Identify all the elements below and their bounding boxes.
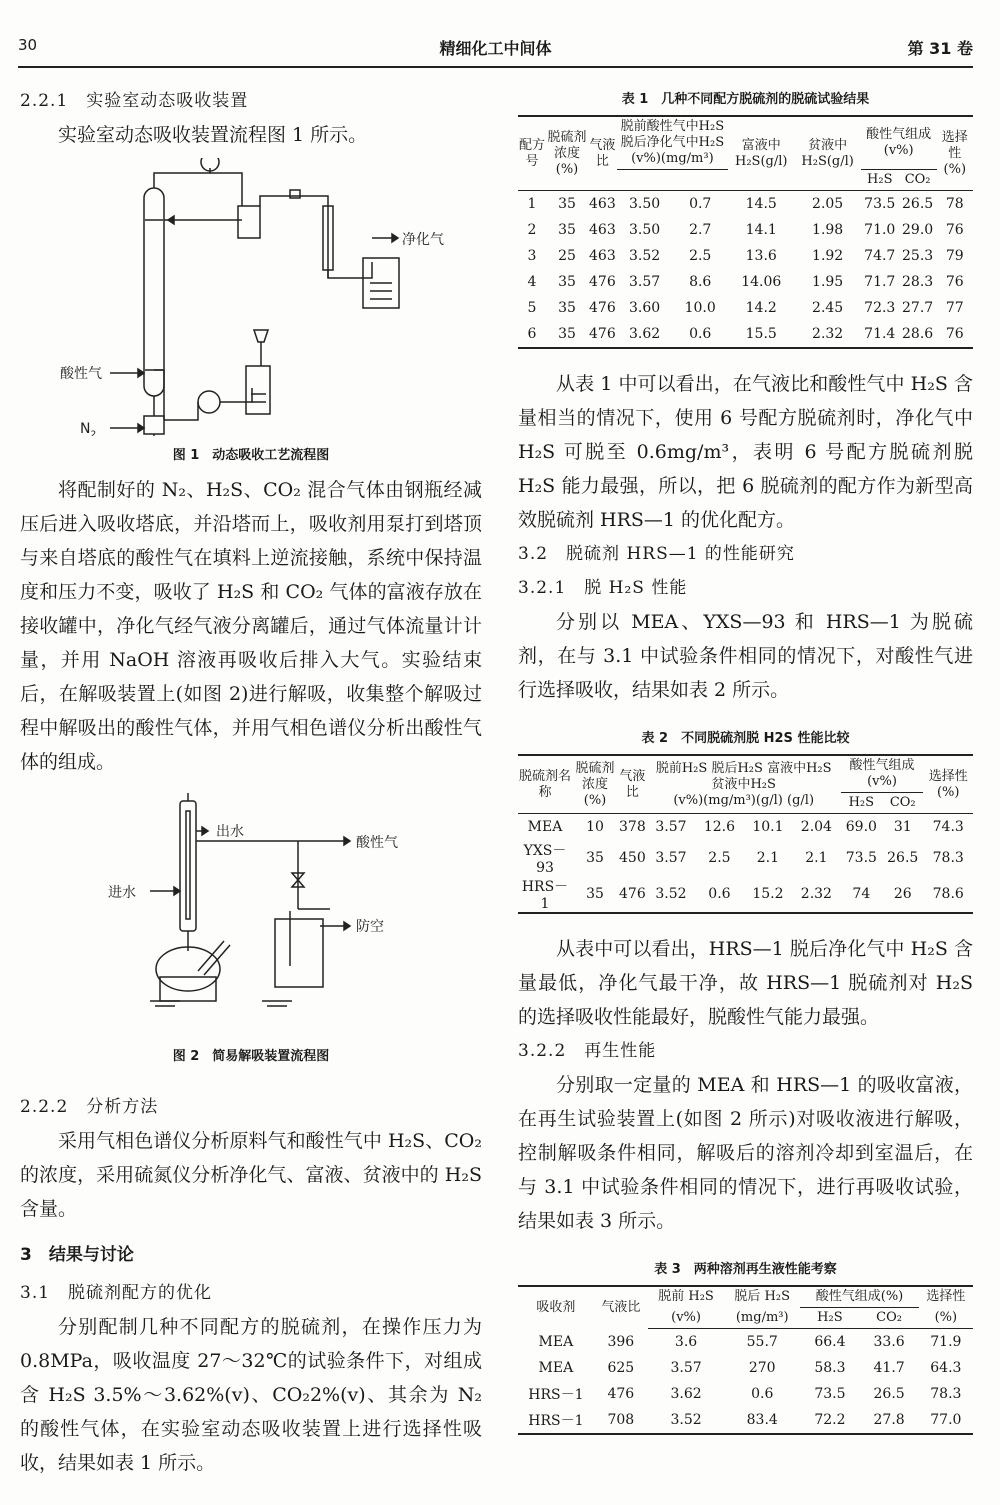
table-cell: 0.7 <box>689 196 712 212</box>
table-cell: 71.9 <box>930 1334 962 1350</box>
col-header: 脱硫剂浓度(%) <box>572 755 618 814</box>
table-cell: 77.0 <box>930 1412 962 1428</box>
table-cell: 476 <box>589 274 616 290</box>
table-1-caption: 表 1 几种不同配方脱硫剂的脱硫试验结果 <box>621 92 870 107</box>
table-cell: 270 <box>748 1360 776 1376</box>
table-row <box>518 1355 973 1381</box>
label-purified-gas: 净化气 <box>402 232 444 248</box>
left-column <box>20 80 482 1480</box>
table-cell: 35 <box>558 274 576 290</box>
table-cell: 476 <box>589 326 616 342</box>
table-cell: 78.3 <box>930 1386 962 1402</box>
section-3-2-2-title: 3.2.2 再生性能 <box>518 1041 657 1061</box>
table-cell: 71.0 <box>864 222 896 238</box>
table-cell: 2.7 <box>689 222 712 238</box>
section-3-title: 3 结果与讨论 <box>20 1245 134 1265</box>
col-subheader: (%) <box>919 1308 973 1329</box>
table-cell: 2.32 <box>800 886 832 902</box>
col-header: 脱后 H₂S <box>734 1289 791 1305</box>
table-cell: 74.7 <box>864 248 896 264</box>
table-cell: 2.04 <box>800 819 832 835</box>
table-cell: 2.1 <box>805 850 828 866</box>
table-cell: 3.50 <box>628 196 661 212</box>
section-3-2-title: 3.2 脱硫剂 HRS—1 的性能研究 <box>518 544 795 564</box>
table-row <box>518 840 973 876</box>
label-acid-gas-out: 酸性气 <box>356 835 398 851</box>
table-cell: 450 <box>619 850 646 866</box>
table-cell: 27.7 <box>902 300 934 316</box>
table-cell: 1.95 <box>812 274 844 290</box>
table-cell: 3.62 <box>628 326 661 342</box>
table-cell: 8.6 <box>689 274 712 290</box>
page-number: 30 <box>18 36 38 54</box>
table-cell: 3.52 <box>655 886 687 902</box>
paragraph: 分别以 MEA、YXS—93 和 HRS—1 为脱硫剂，在与 3.1 中试验条件相同的情况下，对酸性气进行选择吸收，结果如表 2 所示。 <box>518 611 973 701</box>
table-cell: 27.8 <box>873 1412 905 1428</box>
col-header: 脱前 H₂S <box>658 1289 714 1305</box>
label-water-out: 出水 <box>216 824 244 840</box>
table-1 <box>518 115 973 349</box>
table-cell: HRS－1 <box>528 1413 584 1429</box>
label-n2: $N_2$ <box>80 421 97 436</box>
table-cell: 14.06 <box>741 274 782 290</box>
table-cell: 476 <box>619 886 646 902</box>
table-cell: 79 <box>945 248 964 264</box>
table-cell: 31 <box>893 819 912 835</box>
table-cell: 28.6 <box>902 326 934 342</box>
table-cell: 76 <box>945 274 964 290</box>
table-cell: 5 <box>527 300 537 316</box>
table-cell: 476 <box>589 300 616 316</box>
table-cell: HRS－1 <box>521 879 569 912</box>
col-subheader: (v%) <box>648 1308 724 1329</box>
table-cell: 3.57 <box>670 1360 702 1376</box>
table-cell: 26.5 <box>873 1386 905 1402</box>
table-row <box>518 876 973 913</box>
table-cell: 3 <box>527 248 537 264</box>
figure-1-diagram <box>20 158 482 436</box>
col-header: 选择性(%) <box>923 755 973 814</box>
table-cell: 3.50 <box>628 222 661 238</box>
paragraph: 分别取一定量的 MEA 和 HRS—1 的吸收富液，在再生试验装置上(如图 2 所示)对吸收液进行解吸，控制解吸条件相同，解吸后的溶剂冷却到室温后，在与 3.1 中试验条件相同的情况下，进行再吸收试验，结果如表 3 所示。 <box>518 1074 973 1232</box>
table-cell: 1.92 <box>812 248 844 264</box>
table-cell: 476 <box>607 1386 635 1402</box>
table-cell: 14.5 <box>745 196 777 212</box>
table-cell: 3.62 <box>670 1386 702 1402</box>
table-cell: 26.5 <box>902 196 934 212</box>
table-cell: 2.32 <box>812 326 844 342</box>
table-cell: 25 <box>558 248 576 264</box>
table-cell: 74 <box>852 886 871 902</box>
label-vent: 防空 <box>356 919 384 935</box>
table-cell: 35 <box>586 850 604 866</box>
col-header: 脱前H₂S 脱后H₂S 富液中H₂S 贫液中H₂S (v%)(mg/m³)(g/l) (g/l) <box>647 755 841 814</box>
table-cell: 33.6 <box>873 1334 905 1350</box>
col-subheader: H₂S <box>861 170 899 191</box>
table-2 <box>518 754 973 914</box>
col-subheader: CO₂ <box>882 793 923 814</box>
col-header: 气液比 <box>588 116 617 191</box>
table-cell: 0.6 <box>689 326 712 342</box>
table-cell: 72.2 <box>814 1412 846 1428</box>
table-cell: 58.3 <box>814 1360 846 1376</box>
table-cell: 10.0 <box>684 300 716 316</box>
col-header: 酸性气组成(v%) <box>841 755 924 793</box>
table-cell: 73.5 <box>845 850 877 866</box>
table-cell: 26 <box>893 886 912 902</box>
table-cell: 14.1 <box>745 222 777 238</box>
table-row <box>518 321 973 348</box>
table-cell: 66.4 <box>814 1334 846 1350</box>
table-cell: 64.3 <box>930 1360 962 1376</box>
table-cell: 29.0 <box>902 222 934 238</box>
table-row <box>518 269 973 295</box>
table-cell: 2 <box>527 222 537 238</box>
table-cell: 28.3 <box>902 274 934 290</box>
table-cell: 3.6 <box>674 1334 698 1350</box>
table-row <box>518 1381 973 1407</box>
col-subheader: H₂S <box>800 1308 859 1329</box>
table-cell: MEA <box>527 819 563 835</box>
table-cell: 26.5 <box>887 850 919 866</box>
table-cell: 15.5 <box>745 326 777 342</box>
table-row <box>518 814 973 841</box>
table-row <box>518 243 973 269</box>
table-cell: 69.0 <box>845 819 877 835</box>
table-cell: 76 <box>945 222 964 238</box>
paragraph: 将配制好的 N₂、H₂S、CO₂ 混合气体由钢瓶经减压后进入吸收塔底，并沿塔而上，吸收剂用泵打到塔顶与来自塔底的酸性气在填料上逆流接触，系统中保持温度和压力不变，吸收了 H₂S 和 CO₂ 气体的富液存放在接收罐中，净化气经气液分离罐后，通过气体流量计计量，并用 NaOH 溶液再吸收后排入大气。实验结束后，在解吸装置上(如图 2)进行解吸，收集整个解吸过程中解吸出的酸性气体，并用气相色谱仪分析出酸性气体的组成。 <box>20 479 482 773</box>
col-header: 配方号 <box>518 116 546 191</box>
table-cell: 708 <box>607 1412 635 1428</box>
table-cell: 35 <box>558 300 576 316</box>
label-acid-gas: 酸性气 <box>60 366 102 382</box>
table-cell: 463 <box>589 248 616 264</box>
table-cell: 25.3 <box>902 248 934 264</box>
table-cell: 35 <box>586 886 604 902</box>
table-cell: 2.5 <box>708 850 731 866</box>
col-header: 吸收剂 <box>536 1299 576 1315</box>
table-cell: 0.6 <box>751 1386 774 1402</box>
table-3 <box>518 1285 973 1435</box>
table-cell: 71.7 <box>864 274 896 290</box>
col-header: 选择性(%) <box>937 116 973 191</box>
paragraph: 从表中可以看出，HRS—1 脱后净化气中 H₂S 含量最低，净化气最干净，故 HRS—1 脱硫剂对 H₂S 的选择吸收性能最好，脱酸性气能力最强。 <box>518 938 973 1028</box>
col-header: 气液比 <box>618 755 647 814</box>
table-row <box>518 1329 973 1356</box>
table-cell: YXS－93 <box>523 843 567 876</box>
col-header: 气液比 <box>601 1299 641 1315</box>
table-cell: MEA <box>538 1333 574 1350</box>
label-water-in: 进水 <box>108 885 136 901</box>
table-cell: 72.3 <box>864 300 896 316</box>
table-cell: 2.1 <box>756 850 780 866</box>
table-2-caption: 表 2 不同脱硫剂脱 H2S 性能比较 <box>641 731 850 746</box>
volume-label: 第 31 卷 <box>907 39 973 58</box>
table-cell: 78.3 <box>932 850 964 866</box>
table-cell: 55.7 <box>746 1334 778 1350</box>
paragraph: 实验室动态吸收装置流程图 1 所示。 <box>58 124 368 146</box>
col-subheader: CO₂ <box>860 1308 919 1329</box>
table-cell: 77 <box>945 300 964 316</box>
paragraph: 采用气相色谱仪分析原料气和酸性气中 H₂S、CO₂ 的浓度，采用硫氮仪分析净化气、富液、贫液中的 H₂S 含量。 <box>20 1130 482 1220</box>
page-header <box>18 36 973 68</box>
table-3-caption: 表 3 两种溶剂再生液性能考察 <box>654 1262 837 1277</box>
journal-title: 精细化工中间体 <box>439 39 552 58</box>
table-cell: 71.4 <box>864 326 896 342</box>
col-header: 脱前酸性气中H₂S 脱后净化气中H₂S (v%)(mg/m³) <box>617 116 728 170</box>
col-header: 酸性气组成(%) <box>800 1286 918 1308</box>
col-header: 贫液中H₂S(g/l) <box>794 116 860 191</box>
table-cell: 3.57 <box>628 274 661 290</box>
table-cell: 3.57 <box>655 850 687 866</box>
table-cell: 3.52 <box>670 1412 702 1428</box>
section-2-2-2-title: 2.2.2 分析方法 <box>20 1097 159 1117</box>
table-cell: 3.57 <box>655 819 687 835</box>
table-cell: 76 <box>945 326 964 342</box>
col-header: 脱硫剂名称 <box>518 755 572 814</box>
table-cell: 463 <box>589 196 616 212</box>
table-cell: 41.7 <box>873 1360 905 1376</box>
right-column <box>518 80 973 1435</box>
figure-2-diagram <box>20 791 482 1035</box>
table-cell: 378 <box>619 819 646 835</box>
table-cell: 74.3 <box>932 819 964 835</box>
table-cell: 396 <box>607 1333 635 1350</box>
col-header: 选择性 <box>926 1289 966 1305</box>
table-row <box>518 295 973 321</box>
table-cell: HRS－1 <box>528 1387 584 1403</box>
table-cell: 3.52 <box>628 248 661 264</box>
table-cell: 73.5 <box>814 1386 846 1402</box>
col-header: 脱硫剂浓度(%) <box>546 116 588 191</box>
section-3-1-title: 3.1 脱硫剂配方的优化 <box>20 1283 213 1303</box>
table-cell: 15.2 <box>752 886 784 902</box>
table-cell: 10.1 <box>752 819 784 835</box>
table-cell: 78 <box>945 196 964 212</box>
table-cell: 10 <box>586 819 604 835</box>
table-cell: 2.05 <box>812 196 844 212</box>
col-subheader: H₂S <box>841 793 882 814</box>
figure-1-caption: 图 1 动态吸收工艺流程图 <box>172 448 330 463</box>
figure-2-caption: 图 2 简易解吸装置流程图 <box>172 1049 330 1064</box>
table-cell: 0.6 <box>708 886 731 902</box>
table-row <box>518 217 973 243</box>
paragraph: 从表 1 中可以看出，在气液比和酸性气中 H₂S 含量相当的情况下，使用 6 号配方脱硫剂时，净化气中 H₂S 可脱至 0.6mg/m³，表明 6 号配方脱硫剂脱 H₂S 能力最强，所以，把 6 脱硫剂的配方作为新型高效脱硫剂 HRS—1 的优化配方。 <box>518 373 973 531</box>
table-cell: 3.60 <box>628 300 661 316</box>
table-cell: 2.5 <box>689 248 712 264</box>
table-cell: 4 <box>527 274 537 290</box>
table-cell: 73.5 <box>864 196 896 212</box>
table-cell: 83.4 <box>746 1412 778 1428</box>
table-row <box>518 1407 973 1434</box>
col-header: 富液中H₂S(g/l) <box>728 116 794 191</box>
table-cell: 35 <box>558 196 576 212</box>
table-row <box>518 191 973 218</box>
section-2-2-1-title: 2.2.1 实验室动态吸收装置 <box>20 91 249 111</box>
paragraph: 分别配制几种不同配方的脱硫剂，在操作压力为 0.8MPa，吸收温度 27～32℃的试验条件下，对组成含 H₂S 3.5%～3.62%(v)、CO₂2%(v)、其余为 N₂ 的酸性气体，在实验室动态吸收装置上进行选择性吸收，结果如表 1 所示。 <box>20 1316 482 1474</box>
table-cell: 35 <box>558 222 576 238</box>
table-cell: 463 <box>589 222 616 238</box>
table-cell: 78.6 <box>932 886 964 902</box>
table-cell: 625 <box>607 1360 635 1376</box>
table-cell: MEA <box>538 1360 574 1376</box>
table-cell: 14.2 <box>745 300 777 316</box>
table-cell: 1.98 <box>812 222 844 238</box>
col-subheader: (mg/m³) <box>724 1308 800 1329</box>
table-cell: 12.6 <box>703 819 736 835</box>
col-header: 酸性气组成(v%) <box>861 116 937 170</box>
table-cell: 1 <box>527 196 537 212</box>
section-3-2-1-title: 3.2.1 脱 H₂S 性能 <box>518 578 688 598</box>
table-cell: 13.6 <box>745 248 777 264</box>
table-cell: 6 <box>527 326 537 342</box>
table-cell: 35 <box>558 326 576 342</box>
col-subheader: CO₂ <box>899 170 937 191</box>
table-cell: 2.45 <box>812 300 844 316</box>
